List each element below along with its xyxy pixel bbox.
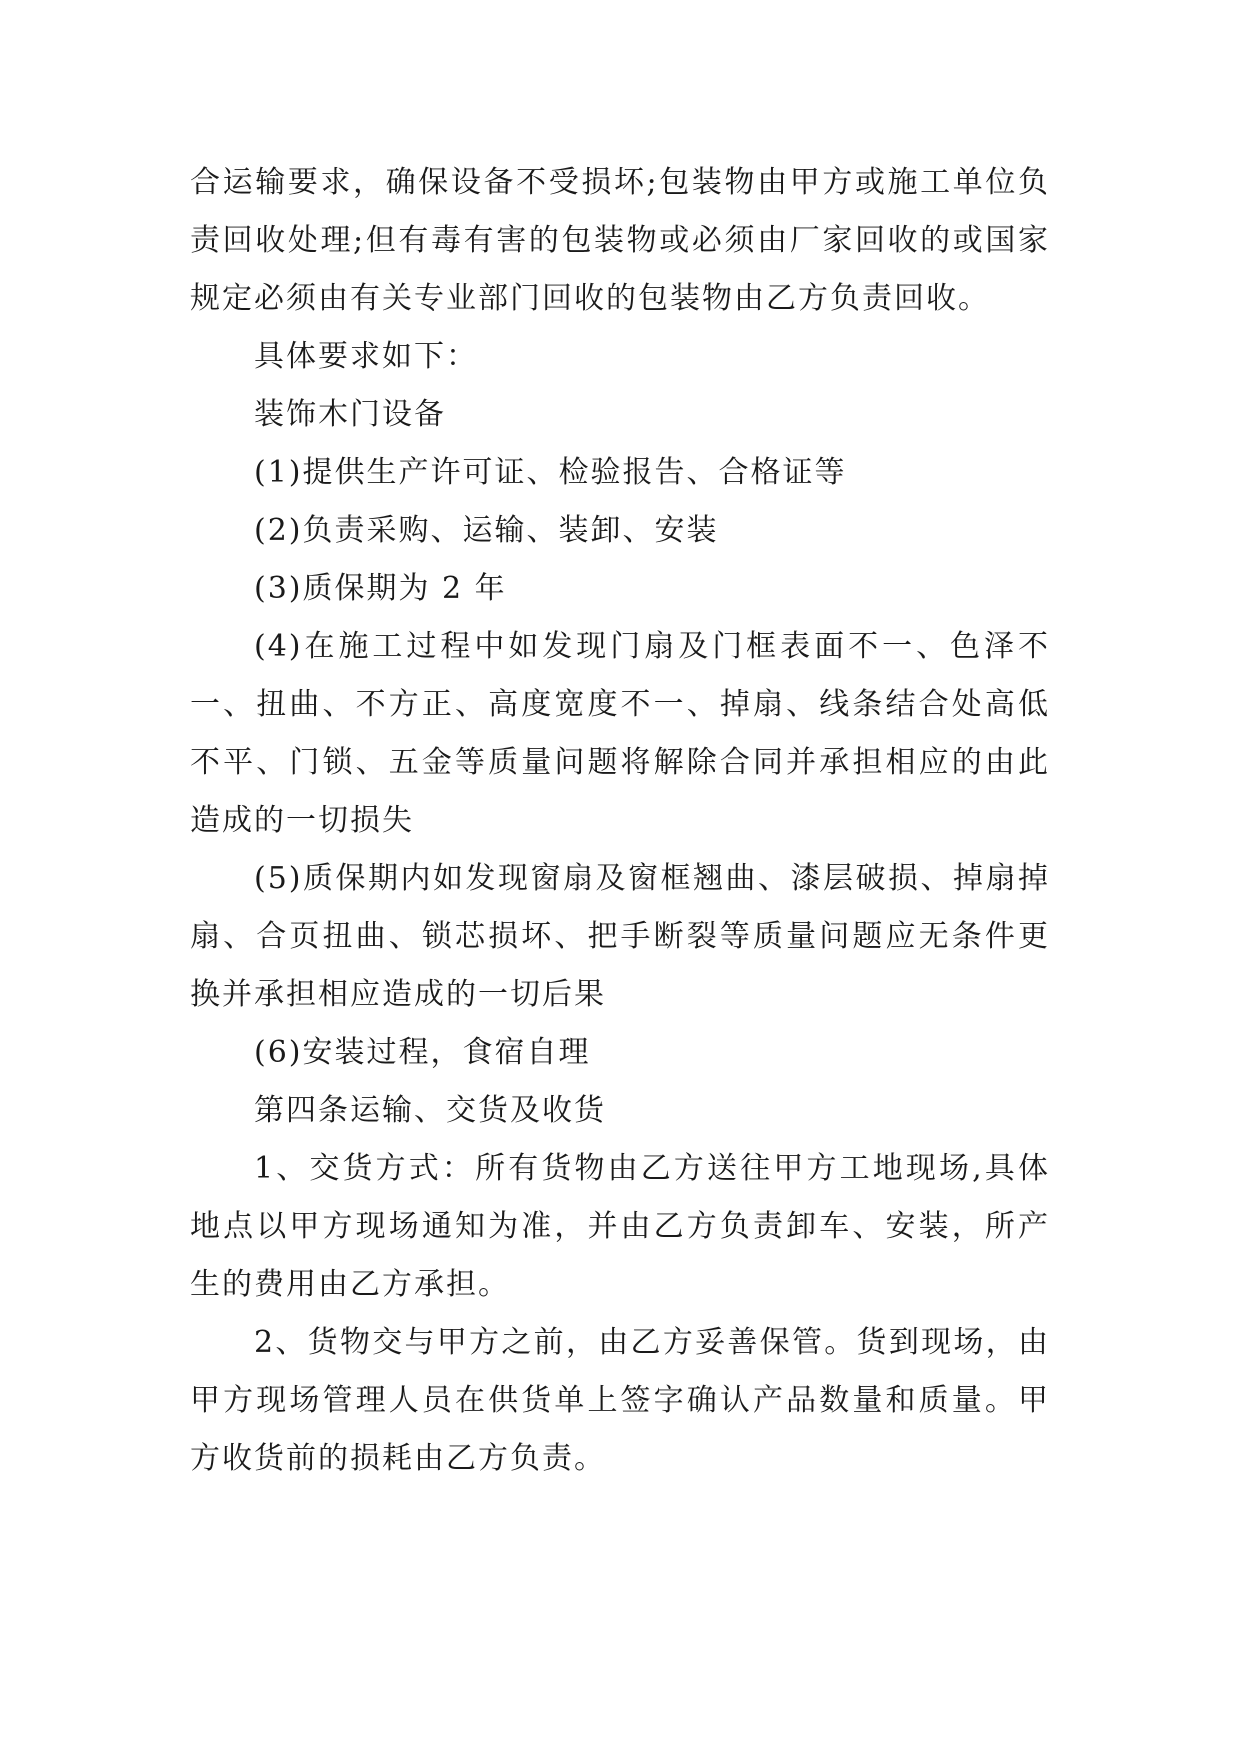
paragraph-packaging-recovery: 合运输要求，确保设备不受损坏;包装物由甲方或施工单位负责回收处理;但有毒有害的包装物或必须由厂家回收的或国家规定必须由有关专业部门回收的包装物由乙方负责回收。 bbox=[190, 165, 1050, 316]
paragraph-wooden-door-equipment: 装饰木门设备 bbox=[254, 397, 446, 432]
paragraph-specific-requirements: 具体要求如下： bbox=[254, 339, 478, 374]
section-heading-article-4: 第四条运输、交货及收货 bbox=[254, 1093, 606, 1128]
paragraph-delivery-method: 1、交货方式：所有货物由乙方送往甲方工地现场,具体地点以甲方现场通知为准，并由乙方负责卸车、安装，所产生的费用由乙方承担。 bbox=[190, 1151, 1050, 1302]
paragraph-item-2: (2)负责采购、运输、装卸、安装 bbox=[254, 513, 719, 548]
paragraph-item-6: (6)安装过程，食宿自理 bbox=[254, 1035, 591, 1070]
paragraph-item-3: (3)质保期为 2 年 bbox=[254, 571, 507, 606]
paragraph-item-4: (4)在施工过程中如发现门扇及门框表面不一、色泽不一、扭曲、不方正、高度宽度不一、掉扇、线条结合处高低不平、门锁、五金等质量问题将解除合同并承担相应的由此造成的一切损失 bbox=[190, 629, 1050, 838]
paragraph-item-5: (5)质保期内如发现窗扇及窗框翘曲、漆层破损、掉扇掉扇、合页扭曲、锁芯损坏、把手断裂等质量问题应无条件更换并承担相应造成的一切后果 bbox=[190, 861, 1050, 1012]
document-body bbox=[190, 154, 1050, 1488]
paragraph-item-1: (1)提供生产许可证、检验报告、合格证等 bbox=[254, 455, 847, 490]
paragraph-goods-custody: 2、货物交与甲方之前，由乙方妥善保管。货到现场，由甲方现场管理人员在供货单上签字确认产品数量和质量。甲方收货前的损耗由乙方负责。 bbox=[190, 1325, 1050, 1476]
